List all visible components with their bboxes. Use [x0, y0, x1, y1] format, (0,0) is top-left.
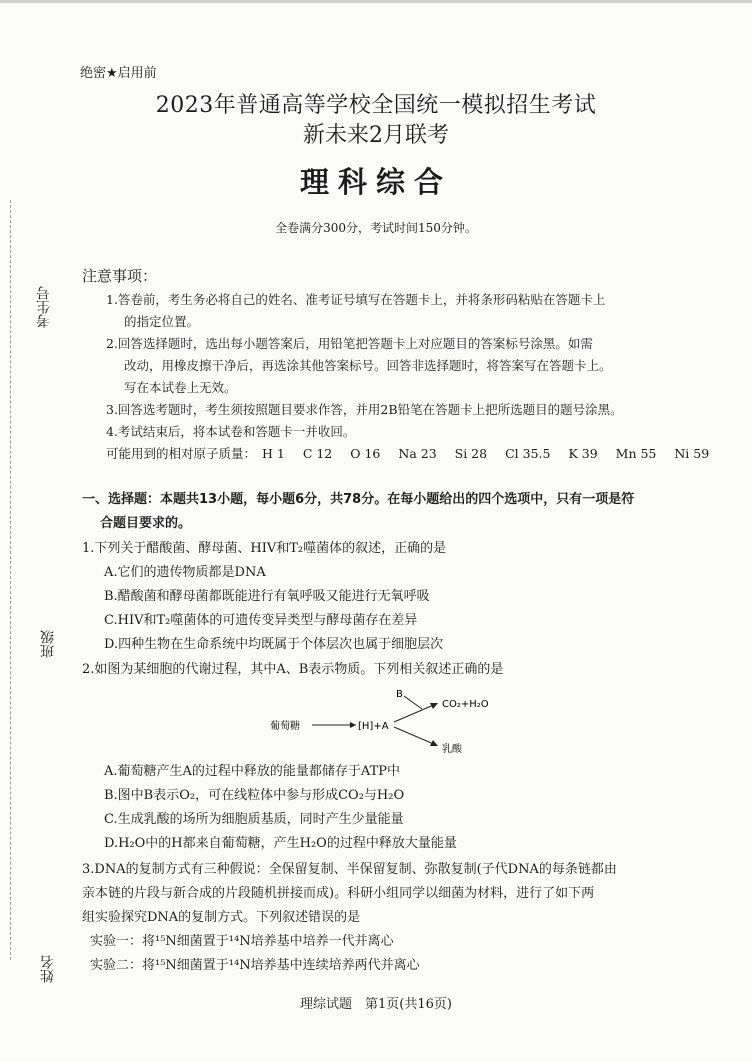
diagram-mid: [H]+A	[358, 721, 389, 732]
q1-option-b: B.醋酸菌和酵母菌都既能进行有氧呼吸又能进行无氧呼吸	[104, 589, 430, 604]
mass-item: Cl 35.5	[505, 446, 551, 461]
diagram-out2: 乳酸	[442, 744, 462, 754]
secret-label: 绝密★启用前	[80, 66, 157, 81]
binding-line	[10, 200, 11, 960]
diagram-b: B	[396, 689, 403, 700]
atomic-masses	[106, 443, 709, 465]
section-heading-cont: 合题目要求的。	[100, 516, 192, 531]
notice-line: 1.答卷前，考生务必将自己的姓名、准考证号填写在答题卡上，并将条形码粘贴在答题卡上	[106, 292, 606, 307]
q3-stem: 3.DNA的复制方式有三种假说：全保留复制、半保留复制、弥散复制(子代DNA的每条链都由	[82, 862, 617, 877]
notice-line: 3.回答选考题时，考生须按照题目要求作答，并用2B铅笔在答题卡上把所选题目的题号涂黑。	[106, 402, 623, 417]
metabolism-diagram	[250, 682, 550, 754]
diagram-out1: CO₂+H₂O	[442, 699, 489, 710]
q3-experiment-2: 实验二：将¹⁵N细菌置于¹⁴N培养基中连续培养两代并离心	[90, 958, 420, 973]
exam-subtitle: 新未来2月联考	[303, 123, 449, 148]
notice-line: 的指定位置。	[124, 314, 200, 329]
q2-option-a: A.葡萄糖产生A的过程中释放的能量都储存于ATP中	[104, 764, 401, 779]
notice-line: 改动，用橡皮擦干净后，再选涂其他答案标号。回答非选择题时，将答案写在答题卡上。	[124, 358, 612, 373]
arrow-b	[404, 696, 422, 709]
mass-item: K 39	[568, 446, 598, 461]
q3-experiment-1: 实验一：将¹⁵N细菌置于¹⁴N培养基中培养一代并离心	[90, 934, 394, 949]
notice-line: 写在本试卷上无效。	[124, 380, 237, 395]
q1-stem: 1.下列关于醋酸菌、酵母菌、HIV和T₂噬菌体的叙述，正确的是	[82, 541, 447, 556]
mass-item: Na 23	[398, 446, 437, 461]
q1-option-d: D.四种生物在生命系统中均既属于个体层次也属于细胞层次	[104, 637, 444, 652]
q2-option-d: D.H₂O中的H都来自葡萄糖，产生H₂O的过程中释放大量能量	[104, 836, 457, 851]
page-footer: 理综试题 第1页(共16页)	[300, 997, 452, 1012]
arrow-head	[350, 722, 356, 728]
exam-title: 2023年普通高等学校全国统一模拟招生考试	[155, 93, 597, 118]
mass-item: Ni 59	[674, 446, 710, 461]
masses-prefix: 可能用到的相对原子质量：	[106, 446, 257, 461]
arrow-aerobic	[394, 704, 436, 722]
mass-item: C 12	[302, 446, 333, 461]
mass-item: Mn 55	[615, 446, 657, 461]
section-heading: 一、选择题：本题共13小题，每小题6分，共78分。在每小题给出的四个选项中，只有一项是符	[82, 492, 635, 507]
diagram-glucose: 葡萄糖	[270, 721, 300, 732]
scan-edge	[0, 0, 752, 3]
q1-option-a: A.它们的遗传物质都是DNA	[104, 565, 266, 580]
side-label-name: 姓名	[40, 955, 56, 983]
arrow-anaerobic	[394, 727, 436, 745]
side-label-class: 班级	[40, 630, 56, 658]
q3-stem-cont: 组实验探究DNA的复制方式。下列叙述错误的是	[82, 910, 361, 925]
q2-option-c: C.生成乳酸的场所为细胞质基质，同时产生少量能量	[104, 812, 404, 827]
side-label-exam-no: 考生号	[36, 286, 52, 328]
notice-line: 2.回答选择题时，选出每小题答案后，用铅笔把答题卡上对应题目的答案标号涂黑。如需	[106, 336, 593, 351]
q3-stem-cont: 亲本链的片段与新合成的片段随机拼接而成)。科研小组同学以细菌为材料，进行了如下两	[82, 886, 595, 901]
notice-line: 4.考试结束后，将本试卷和答题卡一并收回。	[106, 424, 356, 439]
q2-stem: 2.如图为某细胞的代谢过程，其中A、B表示物质。下列相关叙述正确的是	[82, 662, 504, 677]
mass-item: H 1	[262, 446, 285, 461]
score-note: 全卷满分300分，考试时间150分钟。	[275, 221, 477, 235]
q2-option-b: B.图中B表示O₂，可在线粒体中参与形成CO₂与H₂O	[104, 788, 405, 803]
q1-option-c: C.HIV和T₂噬菌体的可遗传变异类型与酵母菌存在差异	[104, 613, 418, 628]
mass-item: Si 28	[454, 446, 488, 461]
notice-title: 注意事项：	[82, 267, 158, 285]
subject-title: 理科综合	[299, 165, 452, 199]
mass-item: O 16	[350, 446, 381, 461]
